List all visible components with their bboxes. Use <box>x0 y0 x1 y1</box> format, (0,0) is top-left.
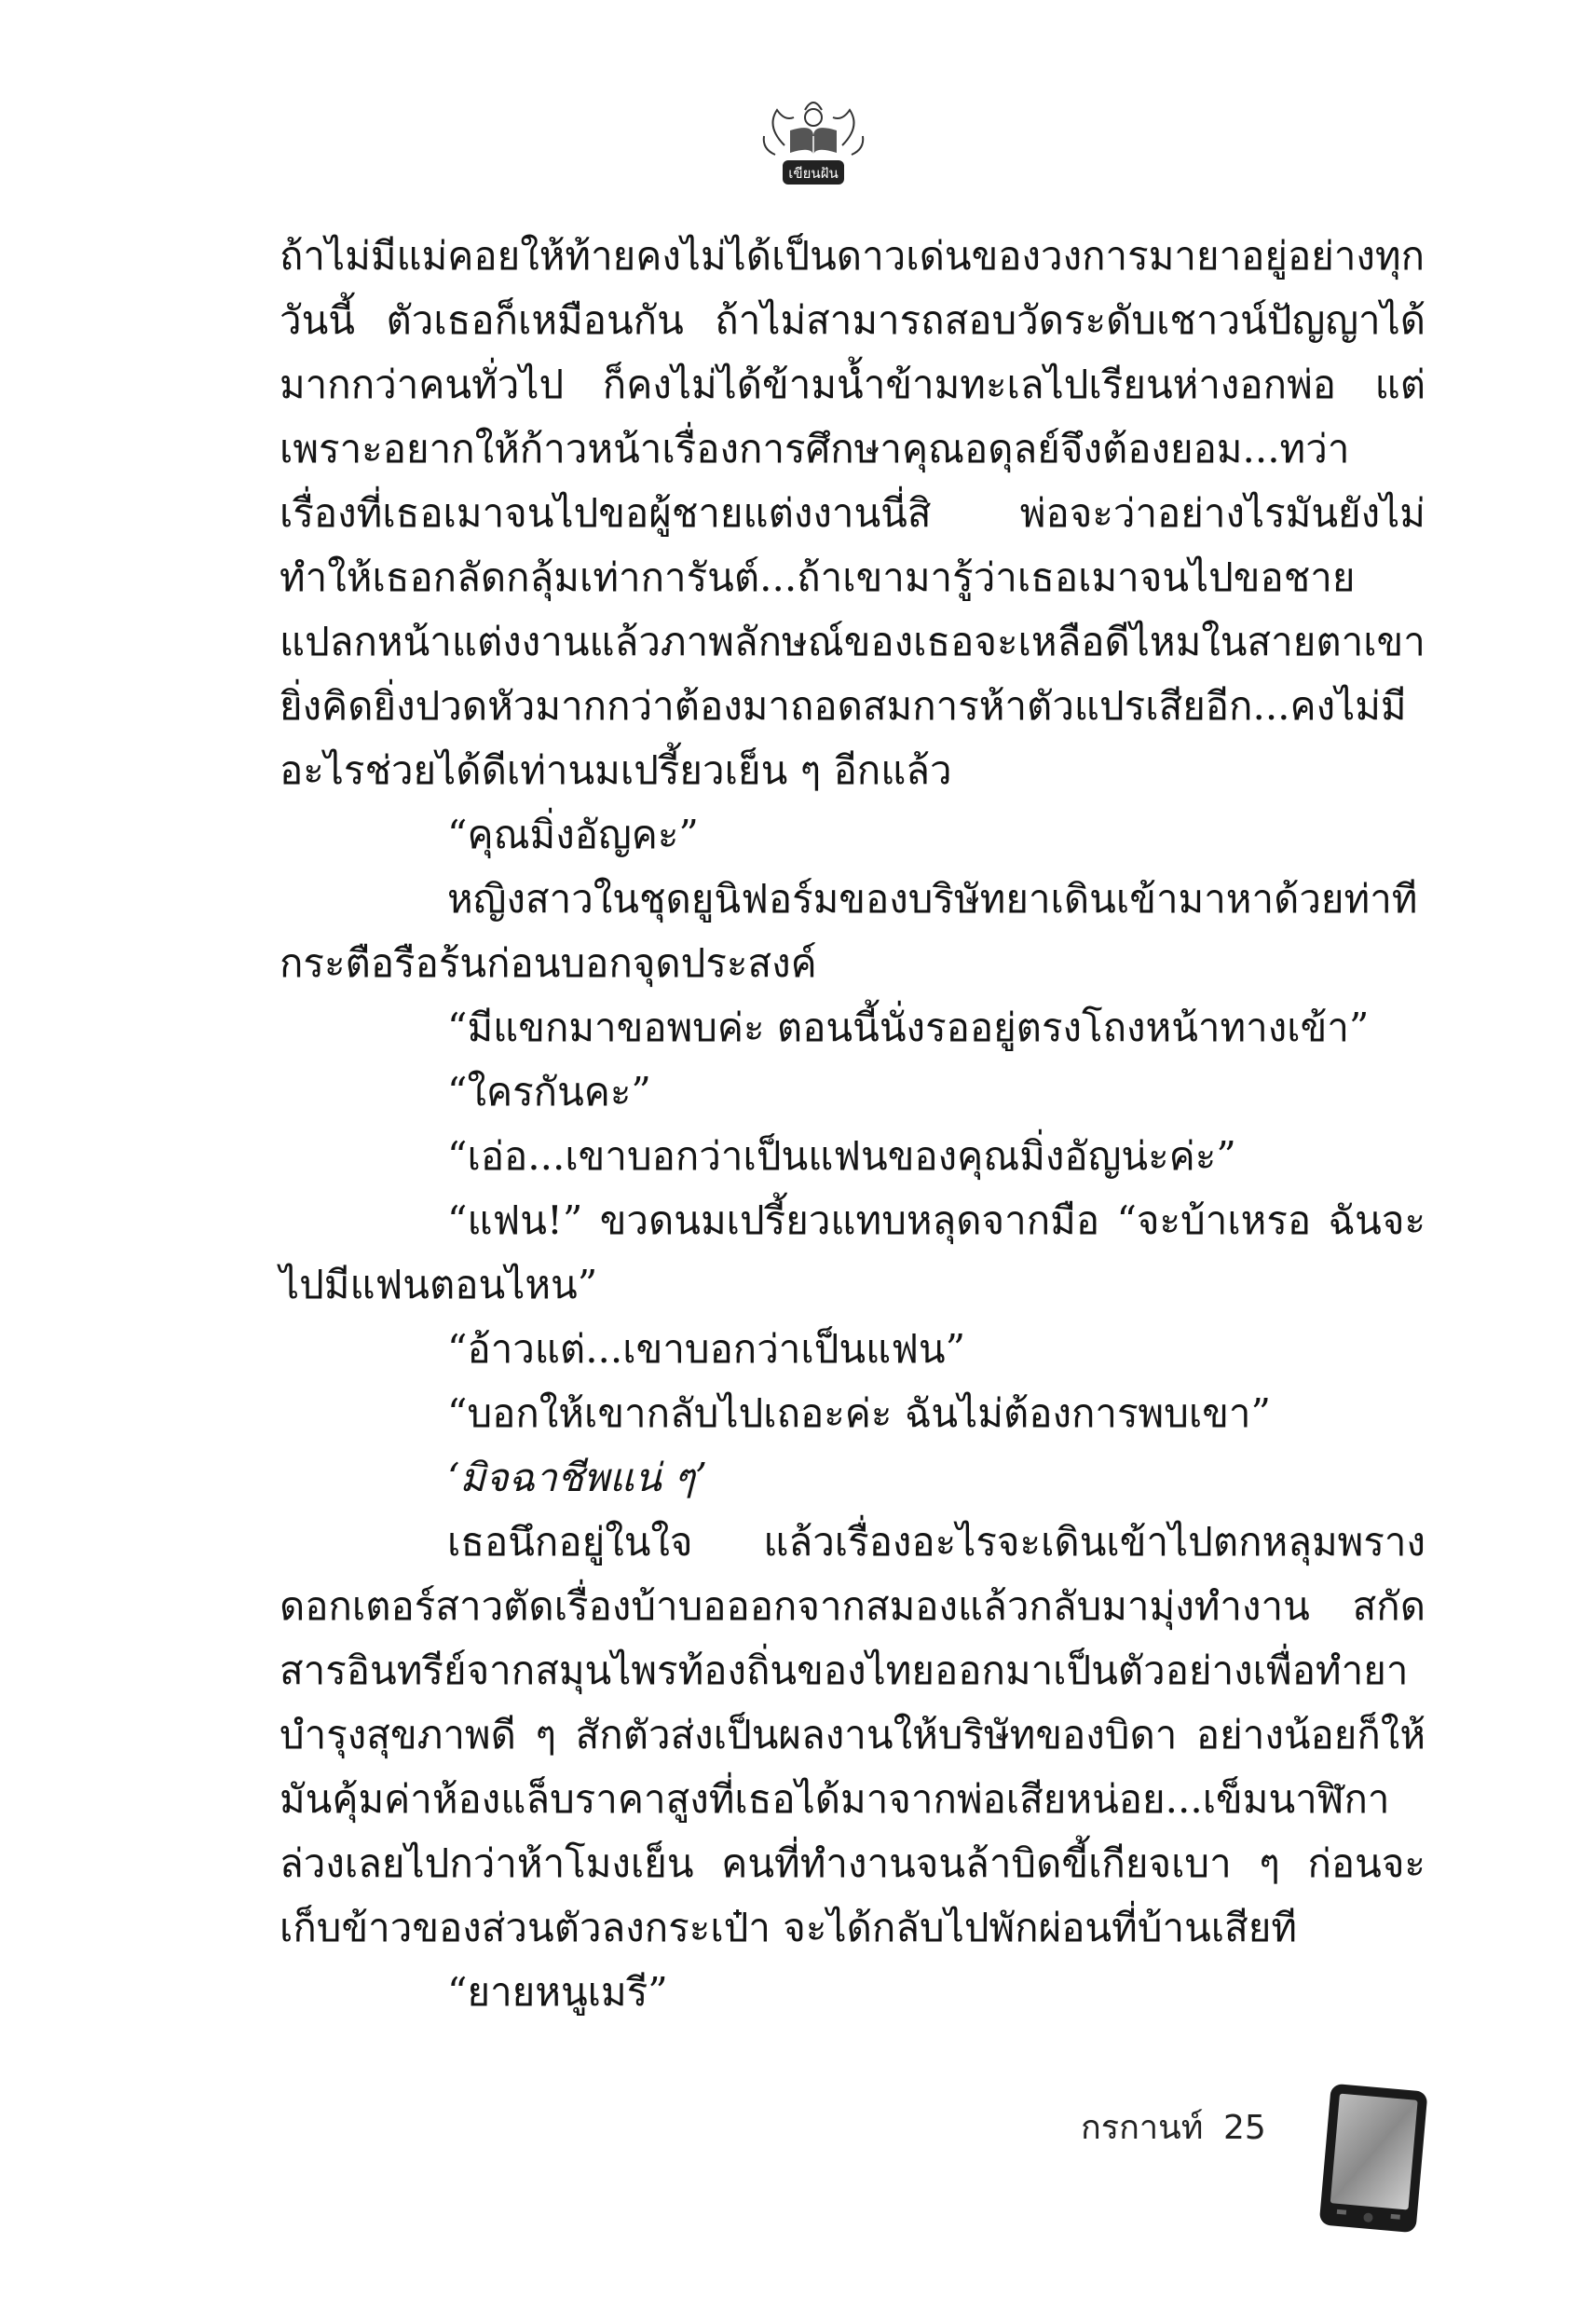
dialogue-line: “ยายหนูเมรี” <box>447 1969 668 2015</box>
logo-label: เขียนฝัน <box>788 165 839 182</box>
paragraph: หญิงสาวในชุดยูนิฟอร์มของบริษัทยาเดินเข้ามาหาด้วยท่าทีกระตือรือร้นก่อนบอกจุดประสงค์ <box>280 876 1418 986</box>
dialogue-line: “คุณมิ่งอัญคะ” <box>447 812 699 857</box>
dialogue-line: “เอ่อ...เขาบอกว่าเป็นแฟนของคุณมิ่งอัญน่ะค่ะ” <box>447 1133 1236 1179</box>
dialogue-line: “ใครกันคะ” <box>447 1069 651 1114</box>
paragraph: ถ้าไม่มีแม่คอยให้ท้ายคงไม่ได้เป็นดาวเด่นของวงการมายาอยู่อย่างทุกวันนี้ ตัวเธอก็เหมือนกัน ถ้าไม่สามารถสอบวัดระดับเชาวน์ปัญญาได้มากกว่าคนทั่วไป ก็คงไม่ได้ข้ามน้ำข้ามทะเลไปเรียนห่างอกพ่อ แต่เพราะอยากให้ก้าวหน้าเรื่องการศึกษาคุณอดุลย์จึงต้องยอม...ทว่าเรื่องที่เธอเมาจนไปขอผู้ชายแต่งงานนี่สิ พ่อจะว่าอย่างไรมันยังไม่ทำให้เธอกลัดกลุ้มเท่าการันต์...ถ้าเขามารู้ว่าเธอเมาจนไปขอชายแปลกหน้าแต่งงานแล้วภาพลักษณ์ของเธอจะเหลือดีไหมในสายตาเขา ยิ่งคิดยิ่งปวดหัวมากกว่าต้องมาถอดสมการห้าตัวแปรเสียอีก...คงไม่มีอะไรช่วยได้ดีเท่านมเปรี้ยวเย็น ๆ อีกแล้ว <box>280 233 1425 793</box>
dialogue-line: “มีแขกมาขอพบค่ะ ตอนนี้นั่งรออยู่ตรงโถงหน้าทางเข้า” <box>447 1005 1370 1050</box>
page-body <box>280 224 1425 2024</box>
publisher-logo <box>757 89 870 194</box>
paragraph: เธอนึกอยู่ในใจ แล้วเรื่องอะไรจะเดินเข้าไปตกหลุมพรางดอกเตอร์สาวตัดเรื่องบ้าบอออกจากสมองแล้วกลับมามุ่งทำงาน สกัดสารอินทรีย์จากสมุนไพรท้องถิ่นของไทยออกมาเป็นตัวอย่างเพื่อทำยาบำรุงสุขภาพดี ๆ สักตัวส่งเป็นผลงานให้บริษัทของบิดา อย่างน้อยก็ให้มันคุ้มค่าห้องแล็บราคาสูงที่เธอได้มาจากพ่อเสียหน่อย...เข็มนาฬิกาล่วงเลยไปกว่าห้าโมงเย็น คนที่ทำงานจนล้าบิดขี้เกียจเบา ๆ ก่อนจะเก็บข้าวของส่วนตัวลงกระเป๋า จะได้กลับไปพักผ่อนที่บ้านเสียที <box>280 1519 1425 1950</box>
dialogue-line: “บอกให้เขากลับไปเถอะค่ะ ฉันไม่ต้องการพบเขา” <box>447 1390 1271 1436</box>
ornamental-book-crest-icon <box>757 89 870 194</box>
dialogue-line: “อ้าวแต่...เขาบอกว่าเป็นแฟน” <box>447 1326 966 1372</box>
running-footer-title: กรกานท์ <box>1081 2109 1204 2147</box>
page-footer <box>1081 2100 1266 2154</box>
dialogue-line: “แฟน!” ขวดนมเปรี้ยวแทบหลุดจากมือ “จะบ้าเหรอ ฉันจะไปมีแฟนตอนไหน” <box>280 1197 1425 1307</box>
page-number: 25 <box>1222 2109 1266 2147</box>
tablet-device-icon <box>1312 2080 1435 2238</box>
inner-thought-line: ‘มิจฉาชีพแน่ ๆ’ <box>447 1455 708 1500</box>
